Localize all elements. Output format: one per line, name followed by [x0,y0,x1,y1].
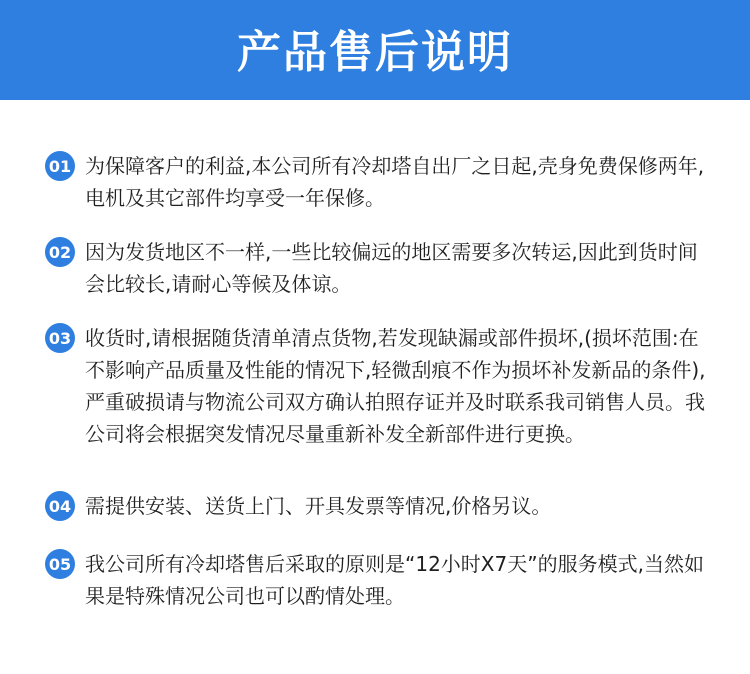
number-badge: 03 [45,323,75,353]
item-text: 收货时,请根据随货清单清点货物,若发现缺漏或部件损坏,(损坏范围:在不影响产品质量及性能的情况下,轻微刮痕不作为损坏补发新品的条件),严重破损请与物流公司双方确认拍照存证并及时联系我司销售人员。我公司将会根据突发情况尽量重新补发全新部件进行更换。 [85,326,706,446]
item-text: 为保障客户的利益,本公司所有冷却塔自出厂之日起,壳身免费保修两年,电机及其它部件均享受一年保修。 [85,154,705,210]
item-text: 需提供安装、送货上门、开具发票等情况,价格另议。 [85,494,552,518]
number-badge: 04 [45,491,75,521]
list-item [45,236,715,300]
list-item [45,150,715,214]
number-badge: 02 [45,237,75,267]
number-badge: 05 [45,549,75,579]
list-item [45,322,715,450]
item-text: 我公司所有冷却塔售后采取的原则是“12小时X7天”的服务模式,当然如果是特殊情况公司也可以酌情处理。 [85,552,704,608]
header-banner [0,0,750,100]
after-sales-list [0,100,750,674]
list-item [45,490,715,522]
number-badge: 01 [45,151,75,181]
list-item [45,548,715,612]
item-text: 因为发货地区不一样,一些比较偏远的地区需要多次转运,因此到货时间会比较长,请耐心等候及体谅。 [85,240,698,296]
page-title: 产品售后说明 [237,27,513,78]
